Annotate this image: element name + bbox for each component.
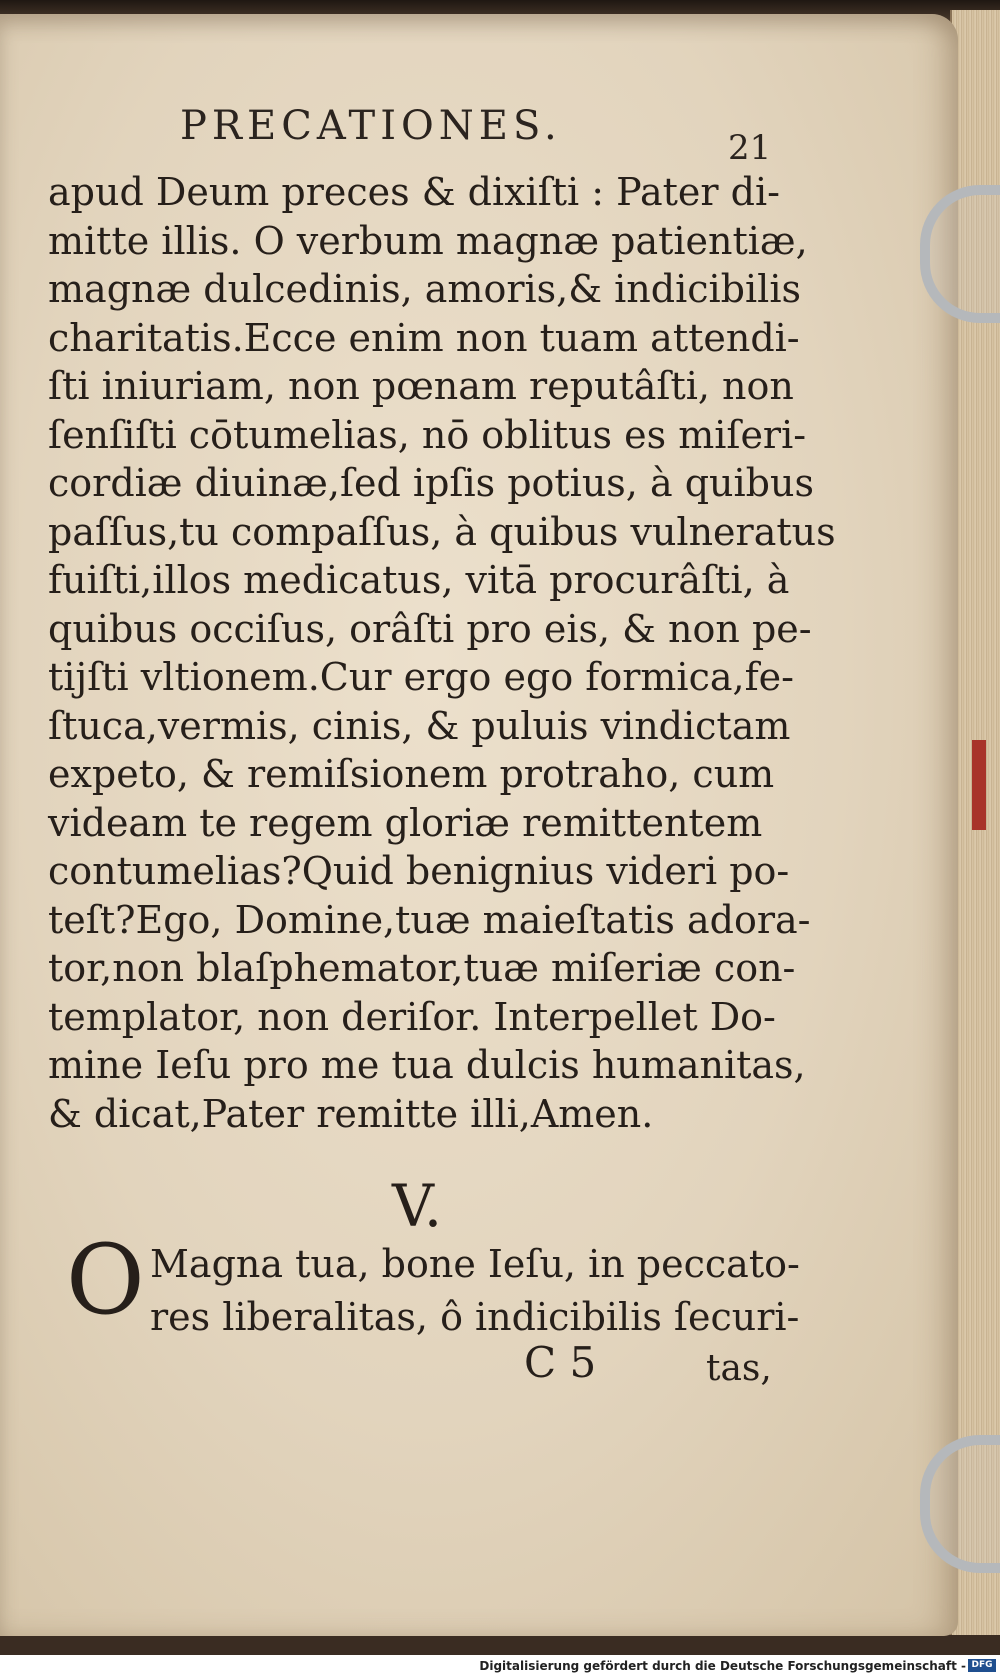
text-line: ſenſiſti cōtumelias, nō oblitus es miſeri- [48, 412, 807, 457]
text-line: paſſus,tu compaſſus, à quibus vulneratus [48, 509, 836, 554]
section-number: V. [392, 1172, 443, 1240]
body-text [48, 168, 836, 1138]
running-head: PRECATIONES. [180, 103, 562, 149]
text-line: videam te regem gloriæ remittentem [48, 800, 763, 845]
text-line: tor,non blaſphemator,tuæ miſeriæ con- [48, 946, 796, 990]
text-line: & dicat,Pater remitte illi,Amen. [48, 1091, 654, 1136]
text-line: ſti iniuriam, non pœnam reputâſti, non [48, 364, 794, 408]
text-line: mine Ieſu pro me tua dulcis humanitas, [48, 1043, 806, 1087]
footer-strip [0, 1655, 1000, 1675]
section-text [72, 1238, 802, 1344]
text-line: ſtuca,vermis, cinis, & puluis vindictam [48, 703, 791, 748]
text-line: teſt?Ego, Domine,tuæ maieſtatis adora- [48, 897, 811, 942]
text-line: charitatis.Ecce enim non tuam attendi- [48, 315, 800, 360]
text-line: templator, non deriſor. Interpellet Do- [48, 994, 776, 1039]
catchword: tas, [706, 1348, 772, 1389]
text-line: fuiſti,illos medicatus, vitā procurâſti, à [48, 558, 790, 602]
text-line: quibus occiſus, orâſti pro eis, & non pe- [48, 606, 812, 651]
ribbon-bookmark [972, 740, 986, 830]
text-line: res liberalitas, ô indicibilis ſecuri- [150, 1295, 800, 1339]
text-line: tijſti vltionem.Cur ergo ego formica,fe- [48, 655, 794, 699]
page-number: 21 [728, 128, 772, 168]
text-line: magnæ dulcedinis, amoris,& indicibilis [48, 267, 801, 311]
funding-credit: Digitalisierung gefördert durch die Deutsche Forschungsgemeinschaft - [479, 1659, 966, 1673]
text-line: Magna tua, bone Ieſu, in peccato- [150, 1242, 800, 1286]
text-line: mitte illis. O verbum magnæ patientiæ, [48, 218, 808, 263]
text-line: expeto, & remiſsionem protraho, cum [48, 752, 775, 796]
dfg-logo-icon: DFG [968, 1659, 996, 1672]
text-line: apud Deum preces & dixiſti : Pater di- [48, 170, 780, 214]
text-line: cordiæ diuinæ,ſed ipſis potius, à quibus [48, 461, 814, 505]
signature-mark: C 5 [524, 1338, 597, 1387]
text-line: contumelias?Quid benignius videri po- [48, 849, 790, 893]
drop-cap: O [66, 1224, 145, 1336]
